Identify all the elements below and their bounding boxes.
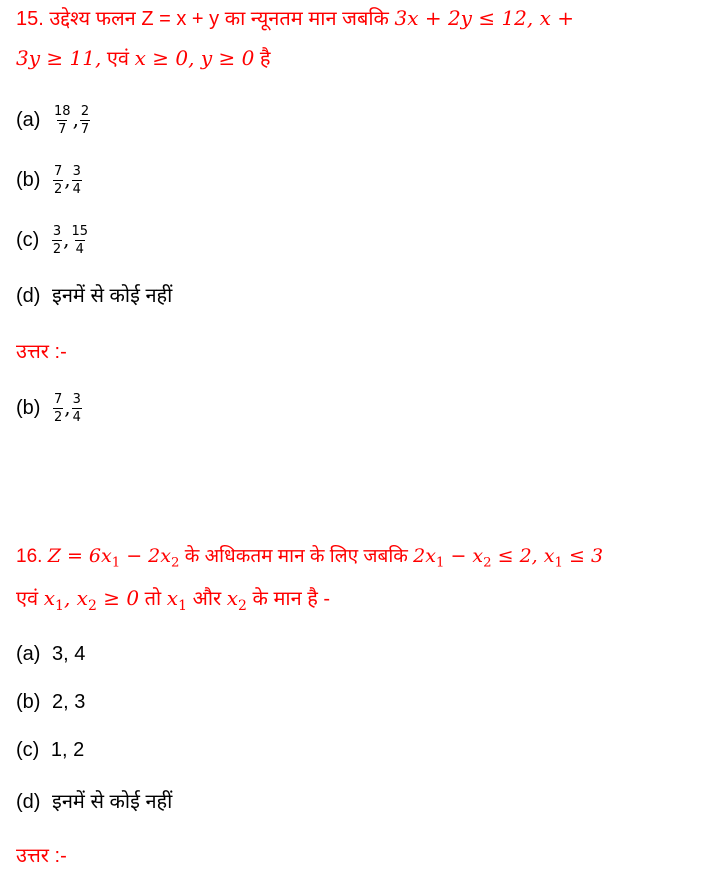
option-label: (d): [16, 791, 41, 813]
fraction: [72, 164, 82, 197]
option-label: (c): [16, 739, 40, 761]
q15-statement-line1: [16, 4, 574, 33]
q16-option-a: [16, 640, 85, 668]
q16-nonneg: $x_1$, $x_2 \ge 0$: [43, 586, 140, 614]
denominator: 2: [54, 182, 63, 197]
numerator: 18: [54, 104, 71, 119]
q16-number: 16.: [16, 546, 43, 567]
q15-number: 15.: [16, 8, 44, 30]
option-label: (b): [16, 168, 41, 191]
fraction: [71, 224, 90, 257]
q15-constraint-1: 3x + 2y ≤ 12, x +: [394, 6, 575, 30]
option-label: (a): [16, 643, 41, 665]
q15-answer: (b) $\frac{7}{2}$ , $\frac{3}{4}$: [16, 392, 81, 425]
q16-text-c: के अधिकतम मान के लिए जबकि: [184, 546, 408, 567]
q15-constraint-3: x ≥ 0, y ≥ 0: [134, 46, 255, 70]
option-label: (a): [16, 108, 41, 131]
q15-option-d: [16, 282, 172, 310]
numerator: 3: [52, 224, 62, 239]
denominator: 2: [54, 410, 63, 425]
q15-text-a: उद्देश्य फलन: [49, 8, 136, 30]
q16-text-and: एवं: [16, 588, 39, 610]
denominator: 4: [72, 410, 81, 425]
numerator: 2: [80, 104, 90, 119]
option-text: 3, 4: [52, 643, 86, 665]
q16-option-d: [16, 788, 172, 816]
denominator: 4: [72, 182, 81, 197]
q15-option-a: (a) $\frac{18}{7}$ , $\frac{2}{7}$: [16, 104, 90, 137]
answer-label: (b): [16, 396, 41, 419]
q16-option-c: [16, 736, 84, 764]
fraction: [53, 164, 63, 197]
numerator: 3: [72, 164, 81, 179]
fraction: [80, 104, 90, 137]
q16-text-aur: और: [192, 588, 222, 610]
fraction: [53, 392, 63, 425]
q16-constraints: $2x_1 - x_2 \le 2$, $x_1 \le 3$: [413, 545, 604, 571]
option-label: (b): [16, 691, 41, 713]
option-label: (d): [16, 285, 41, 307]
q16-answer-heading: उत्तर :-: [16, 845, 67, 867]
q15-text-and: एवं: [106, 48, 130, 70]
q16-var-x1: $x_1$: [166, 586, 187, 614]
q16-text-values: के मान है -: [252, 588, 331, 610]
q15-option-b: (b) $\frac{7}{2}$ , $\frac{3}{4}$: [16, 164, 81, 197]
denominator: 7: [80, 122, 90, 137]
option-text: 1, 2: [50, 739, 85, 761]
fraction: [52, 224, 62, 257]
numerator: 3: [72, 392, 81, 407]
q15-text-is: है: [259, 48, 271, 70]
q15-answer-heading: उत्तर :-: [16, 341, 67, 363]
q16-statement-line2: [16, 584, 330, 620]
denominator: 7: [58, 122, 67, 137]
q15-constraint-2: 3y ≥ 11,: [16, 46, 102, 70]
option-label: (c): [16, 228, 40, 251]
numerator: 7: [54, 392, 63, 407]
q15-objective: Z = x + y: [141, 8, 220, 30]
option-text: इनमें से कोई नहीं: [52, 791, 173, 813]
option-text: इनमें से कोई नहीं: [52, 285, 173, 307]
denominator: 4: [75, 242, 84, 257]
numerator: 7: [54, 164, 63, 179]
q16-var-x2: $x_2$: [226, 586, 247, 614]
denominator: 2: [52, 242, 62, 257]
q15-text-c: का न्यूनतम मान जबकि: [224, 8, 389, 30]
q16-option-b: [16, 688, 85, 716]
numerator: 15: [71, 224, 89, 239]
fraction: [72, 392, 82, 425]
q15-option-c: (c) $\frac{3}{2}$ , $\frac{15}{4}$: [16, 224, 89, 257]
q16-statement-line1: [16, 542, 603, 578]
q16-objective: $Z = 6x_1 - 2x_2$: [47, 545, 180, 571]
option-text: 2, 3: [52, 691, 86, 713]
fraction: [53, 104, 72, 137]
q15-statement-line2: [16, 44, 271, 73]
q16-text-then: तो: [144, 588, 162, 610]
